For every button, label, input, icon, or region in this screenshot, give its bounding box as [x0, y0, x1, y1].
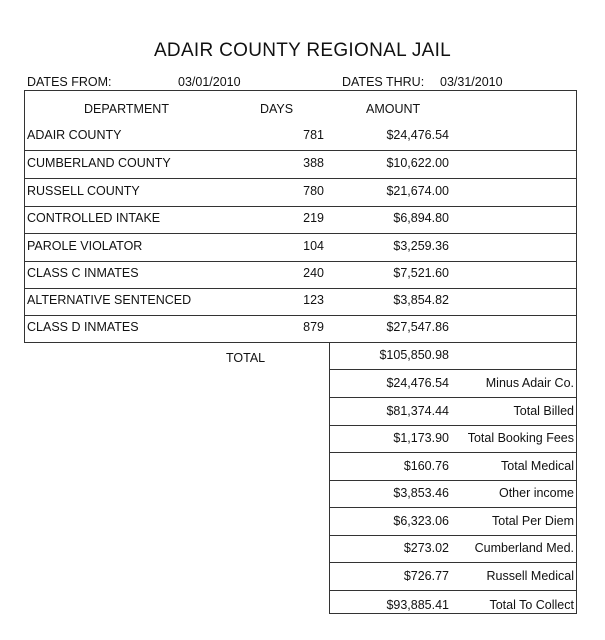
summary-label: Total To Collect [489, 598, 574, 612]
summary-value: $93,885.41 [386, 598, 449, 612]
table-row [24, 261, 576, 289]
amount-cell: $27,547.86 [386, 320, 449, 334]
summary-value: $24,476.54 [386, 376, 449, 390]
summary-row [329, 398, 576, 426]
table-row [24, 179, 576, 207]
summary-label: Russell Medical [486, 569, 574, 583]
summary-value: $726.77 [403, 569, 449, 583]
amount-cell: $3,259.36 [393, 239, 449, 253]
summary-row [329, 535, 576, 563]
summary-label: Total Per Diem [492, 514, 574, 528]
summary-value: $160.76 [403, 459, 449, 473]
department-cell: CONTROLLED INTAKE [27, 211, 161, 225]
summary-row [329, 425, 576, 453]
total-amount: $105,850.98 [379, 348, 449, 362]
table-top-border [24, 90, 576, 91]
days-cell: 240 [303, 266, 324, 280]
summary-label: Total Booking Fees [467, 431, 574, 445]
table-row [24, 151, 576, 179]
summary-row [329, 508, 576, 536]
days-cell: 879 [303, 320, 324, 334]
total-label: TOTAL [226, 351, 266, 365]
table-row [24, 315, 576, 343]
summary-label: Cumberland Med. [474, 541, 574, 555]
summary-label: Total Medical [501, 459, 574, 473]
table-right-border [576, 90, 577, 614]
table-row [24, 288, 576, 316]
summary-label: Total Billed [513, 404, 574, 418]
total-row [329, 342, 576, 370]
amount-cell: $10,622.00 [386, 156, 449, 170]
summary-row [329, 563, 576, 591]
header-days: DAYS [260, 102, 294, 116]
summary-row [329, 453, 576, 481]
dates-from-label: DATES FROM: [27, 75, 112, 89]
days-cell: 123 [303, 293, 324, 307]
document-title: ADAIR COUNTY REGIONAL JAIL [153, 40, 452, 61]
summary-value: $3,853.46 [393, 486, 449, 500]
department-cell: CUMBERLAND COUNTY [27, 156, 171, 170]
days-cell: 780 [303, 184, 324, 198]
days-cell: 781 [303, 128, 324, 142]
department-cell: CLASS D INMATES [27, 320, 139, 334]
amount-cell: $24,476.54 [386, 128, 449, 142]
summary-value: $81,374.44 [386, 404, 449, 418]
summary-label: Other income [498, 486, 574, 500]
amount-cell: $3,854.82 [393, 293, 449, 307]
dates-thru-value: 03/31/2010 [440, 75, 503, 89]
amount-cell: $6,894.80 [393, 211, 449, 225]
dates-from-value: 03/01/2010 [178, 75, 241, 89]
table-row [24, 234, 576, 262]
department-cell: ADAIR COUNTY [27, 128, 122, 142]
department-cell: ALTERNATIVE SENTENCED [27, 293, 192, 307]
summary-value: $1,173.90 [393, 431, 449, 445]
summary-row [329, 370, 576, 398]
days-cell: 388 [303, 156, 324, 170]
department-cell: RUSSELL COUNTY [27, 184, 140, 198]
days-cell: 104 [303, 239, 324, 253]
summary-label: Minus Adair Co. [485, 376, 574, 390]
department-cell: CLASS C INMATES [27, 266, 139, 280]
days-cell: 219 [303, 211, 324, 225]
summary-value: $6,323.06 [393, 514, 449, 528]
header-amount: AMOUNT [366, 102, 421, 116]
department-cell: PAROLE VIOLATOR [27, 239, 143, 253]
amount-cell: $7,521.60 [393, 266, 449, 280]
dates-thru-label: DATES THRU: [342, 75, 425, 89]
table-row [24, 206, 576, 234]
summary-value: $273.02 [403, 541, 449, 555]
summary-row [329, 590, 576, 614]
amount-cell: $21,674.00 [386, 184, 449, 198]
summary-row [329, 480, 576, 508]
table-row [24, 123, 576, 151]
header-department: DEPARTMENT [84, 102, 169, 116]
